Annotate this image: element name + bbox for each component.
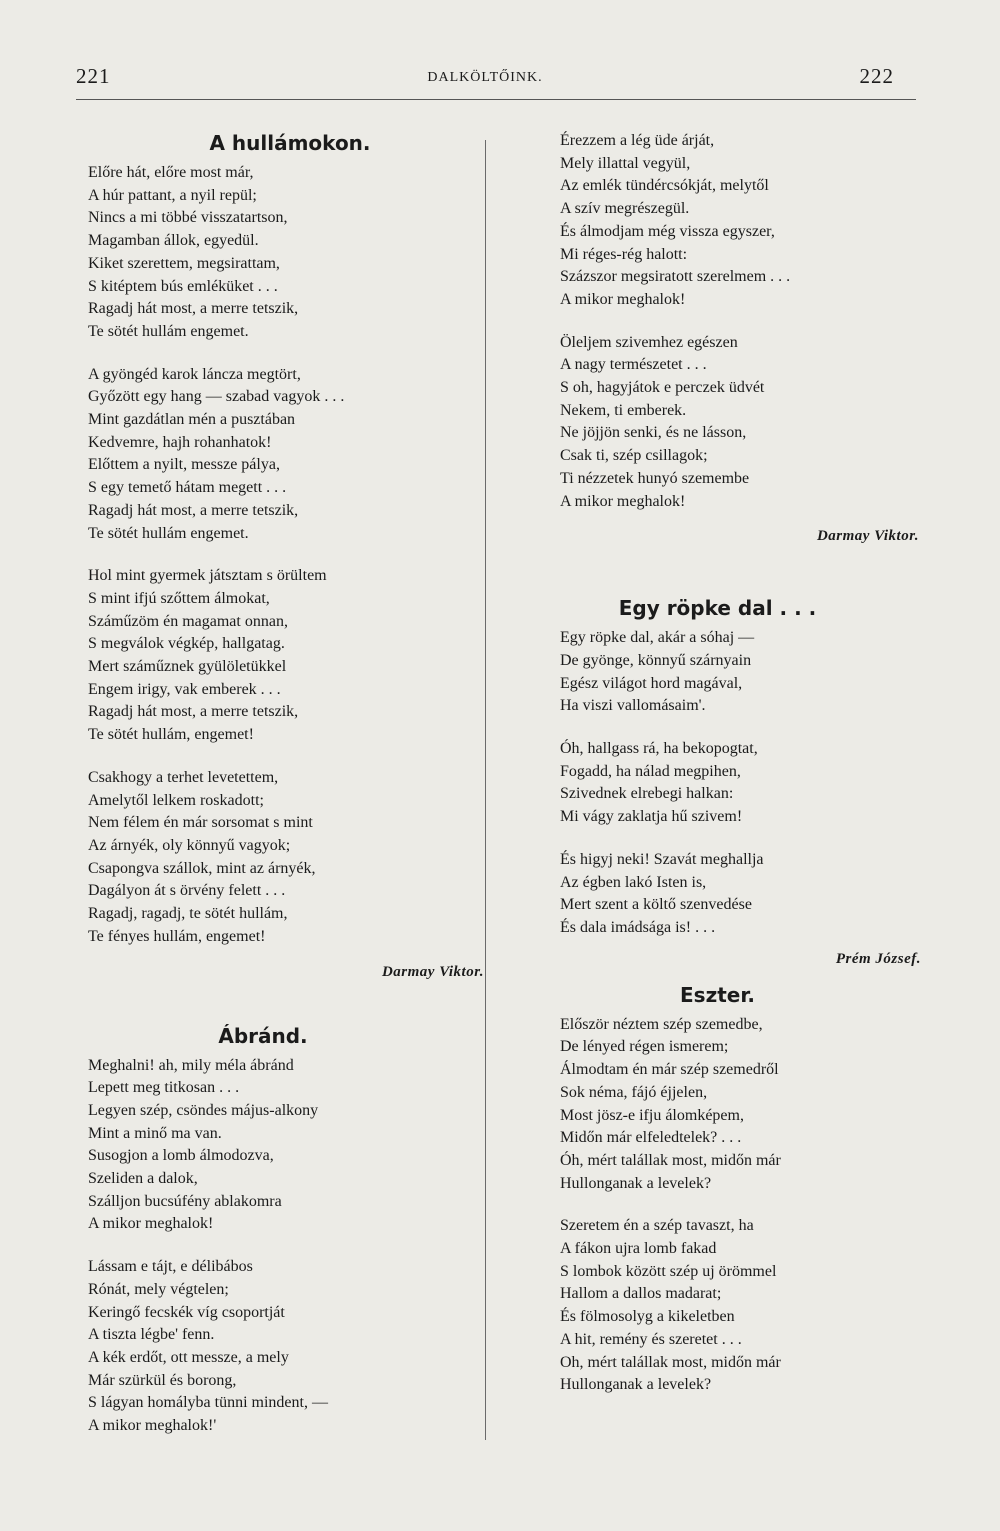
poem-author: Darmay Viktor. (816, 528, 919, 545)
verse-line: Már szürkül és borong, (88, 1371, 237, 1389)
verse-line: A kék erdőt, ott messze, a mely (88, 1348, 289, 1366)
verse-line: S megválok végkép, hallgatag. (88, 635, 285, 653)
verse-line: Mert száműznek gyülöletükkel (88, 658, 287, 676)
verse-line: A hit, remény és szeretet . . . (560, 1330, 742, 1348)
verse-line: Ragadj, ragadj, te sötét hullám, (88, 905, 288, 923)
verse-line: Százszor megsiratott szerelmem . . . (560, 268, 791, 286)
column-divider (485, 140, 486, 1440)
verse-line: Száműzöm én magamat onnan, (88, 612, 288, 630)
verse-line: Csakhogy a terhet levetettem, (88, 768, 279, 786)
verse-line: És álmodjam még vissza egyszer, (560, 222, 775, 240)
stanza (560, 1215, 935, 1397)
verse-line: Te sötét hullám engemet. (88, 322, 249, 340)
verse-line: Öleljem szivemhez egészen (560, 333, 738, 351)
verse-line: Szeretem én a szép tavaszt, ha (560, 1217, 754, 1235)
verse-line: S lombok között szép uj örömmel (560, 1262, 777, 1280)
poem-title: Egy röpke dal . . . (618, 596, 817, 621)
verse-line: És higyj neki! Szavát meghallja (560, 850, 764, 868)
verse-line: A gyöngéd karok láncza megtört, (88, 365, 301, 383)
verse-line: Az égben lakó Isten is, (560, 873, 707, 891)
verse-line: Ti nézzetek hunyó szemembe (560, 469, 750, 487)
poem-title: Eszter. (680, 982, 755, 1007)
verse-line: Hullonganak a levelek? (560, 1376, 712, 1394)
verse-line: És dala imádsága is! . . . (560, 918, 716, 936)
verse-line: A fákon ujra lomb fakad (560, 1240, 717, 1258)
poem-author: Darmay Viktor. (381, 963, 484, 980)
verse-line: Mint gazdátlan mén a pusztában (88, 411, 296, 429)
stanza (560, 849, 935, 940)
page-number-left: 221 (76, 64, 111, 88)
verse-line: Hallom a dallos madarat; (560, 1285, 722, 1303)
verse-line: S kitéptem bús emléküket . . . (88, 277, 278, 295)
verse-line: Óh, hallgass rá, ha bekopogtat, (560, 740, 758, 758)
running-title: DALKÖLTŐINK. (427, 70, 543, 85)
poem-a-hullamokon (88, 162, 478, 949)
verse-line: Amelytől lelkem roskadott; (88, 791, 264, 809)
verse-line: Te sötét hullám engemet. (88, 524, 249, 542)
verse-line: De lényed régen ismerem; (560, 1038, 729, 1056)
verse-line: Előttem a nyilt, messze pálya, (88, 456, 280, 474)
verse-line: Hullonganak a levelek? (560, 1174, 712, 1192)
verse-line: A nagy természetet . . . (560, 356, 707, 374)
stanza (88, 364, 478, 546)
verse-line: De gyönge, könnyű szárnyain (560, 651, 752, 669)
verse-line: Nem félem én már sorsomat s mint (88, 814, 313, 832)
verse-line: Ne jöjjön senki, és ne lásson, (560, 424, 747, 442)
stanza (88, 767, 478, 949)
stanza (88, 162, 478, 344)
verse-line: Kedvemre, hajh rohanhatok! (88, 433, 272, 451)
verse-line: Szálljon bucsúfény ablakomra (88, 1192, 282, 1210)
stanza (88, 1256, 478, 1438)
verse-line: S oh, hagyjátok e perczek üdvét (560, 379, 765, 397)
verse-line: Csak ti, szép csillagok; (560, 447, 708, 465)
verse-line: Meghalni! ah, mily méla ábránd (88, 1056, 294, 1074)
verse-line: Engem irigy, vak emberek . . . (88, 680, 281, 698)
verse-line: Szivednek elrebegi halkan: (560, 785, 734, 803)
poem-egy-ropke-dal (560, 627, 935, 939)
page-header (76, 64, 894, 94)
page-number-right: 222 (859, 64, 894, 88)
verse-line: Most jösz-e ifju álomképem, (560, 1106, 744, 1124)
stanza (560, 627, 935, 718)
stanza (560, 332, 935, 514)
verse-line: A tiszta légbe' fenn. (88, 1326, 215, 1344)
verse-line: Álmodtam én már szép szemedről (560, 1061, 779, 1079)
verse-line: Előre hát, előre most már, (88, 164, 254, 181)
verse-line: Te fényes hullám, engemet! (88, 927, 266, 945)
verse-line: A mikor meghalok! (560, 492, 686, 510)
verse-line: Ragadj hát most, a merre tetszik, (88, 703, 299, 721)
poem-eszter (560, 1014, 935, 1397)
verse-line: Mert szent a költő szenvedése (560, 896, 752, 914)
verse-line: És fölmosolyg a kikeletben (560, 1308, 735, 1326)
verse-line: Sok néma, fájó éjjelen, (560, 1083, 708, 1101)
verse-line: Lássam e tájt, e délibábos (88, 1258, 253, 1276)
verse-line: Rónát, mely végtelen; (88, 1280, 229, 1298)
verse-line: Mi vágy zaklatja hű szivem! (560, 808, 743, 826)
poem-author: Prém József. (835, 950, 921, 967)
verse-line: Győzött egy hang — szabad vagyok . . . (88, 388, 345, 406)
verse-line: Ha viszi vallomásaim'. (560, 697, 706, 715)
verse-line: Szeliden a dalok, (88, 1170, 198, 1188)
poem-abrand-continued (560, 130, 935, 513)
stanza (88, 1055, 478, 1237)
verse-line: Nincs a mi többé visszatartson, (88, 209, 288, 227)
verse-line: Egy röpke dal, akár a sóhaj — (560, 629, 755, 647)
verse-line: S mint ifjú szőttem álmokat, (88, 589, 270, 607)
verse-line: A húr pattant, a nyil repül; (88, 186, 257, 204)
verse-line: Csapongva szállok, mint az árnyék, (88, 859, 316, 877)
verse-line: A mikor meghalok! (88, 1215, 214, 1233)
verse-line: Mely illattal vegyül, (560, 154, 691, 172)
verse-line: Lepett meg titkosan . . . (88, 1079, 240, 1097)
right-column (560, 130, 935, 1417)
stanza (560, 1014, 935, 1196)
verse-line: Mi réges-rég halott: (560, 245, 688, 263)
verse-line: Érezzem a lég üde árját, (560, 132, 715, 149)
verse-line: Te sötét hullám, engemet! (88, 726, 254, 744)
verse-line: Mint a minő ma van. (88, 1124, 222, 1142)
verse-line: Keringő fecskék víg csoportját (88, 1303, 285, 1321)
stanza (560, 130, 935, 312)
verse-line: Susogjon a lomb álmodozva, (88, 1147, 274, 1165)
verse-line: Először néztem szép szemedbe, (560, 1015, 763, 1033)
verse-line: Egész világot hord magával, (560, 674, 743, 692)
verse-line: Midőn már elfeledtelek? . . . (560, 1129, 742, 1147)
verse-line: Legyen szép, csöndes május-alkony (88, 1101, 319, 1119)
verse-line: Ragadj hát most, a merre tetszik, (88, 501, 299, 519)
verse-line: S lágyan homályba tünni mindent, — (88, 1394, 328, 1412)
stanza (560, 738, 935, 829)
header-rule (76, 99, 916, 100)
verse-line: A mikor meghalok!' (88, 1417, 217, 1435)
verse-line: Dagályon át s örvény felett . . . (88, 882, 286, 900)
verse-line: Nekem, ti emberek. (560, 401, 687, 419)
verse-line: A mikor meghalok! (560, 290, 686, 308)
poem-title: Ábránd. (218, 1023, 308, 1048)
stanza (88, 565, 478, 747)
verse-line: Magamban állok, egyedül. (88, 232, 259, 250)
verse-line: Ragadj hát most, a merre tetszik, (88, 300, 299, 318)
verse-line: Fogadd, ha nálad megpihen, (560, 762, 741, 780)
left-column (88, 130, 484, 1458)
verse-line: Kiket szerettem, megsirattam, (88, 254, 280, 272)
poem-abrand (88, 1055, 478, 1438)
verse-line: Az emlék tündércsókját, melytől (560, 177, 769, 195)
verse-line: A szív megrészegül. (560, 200, 690, 218)
verse-line: Az árnyék, oly könnyű vagyok; (88, 836, 291, 854)
verse-line: S egy temető hátam megett . . . (88, 479, 287, 497)
verse-line: Óh, mért talállak most, midőn már (560, 1151, 781, 1169)
poem-title: A hullámokon. (209, 131, 371, 155)
verse-line: Oh, mért talállak most, midőn már (560, 1353, 781, 1371)
verse-line: Hol mint gyermek játsztam s örültem (88, 567, 327, 585)
